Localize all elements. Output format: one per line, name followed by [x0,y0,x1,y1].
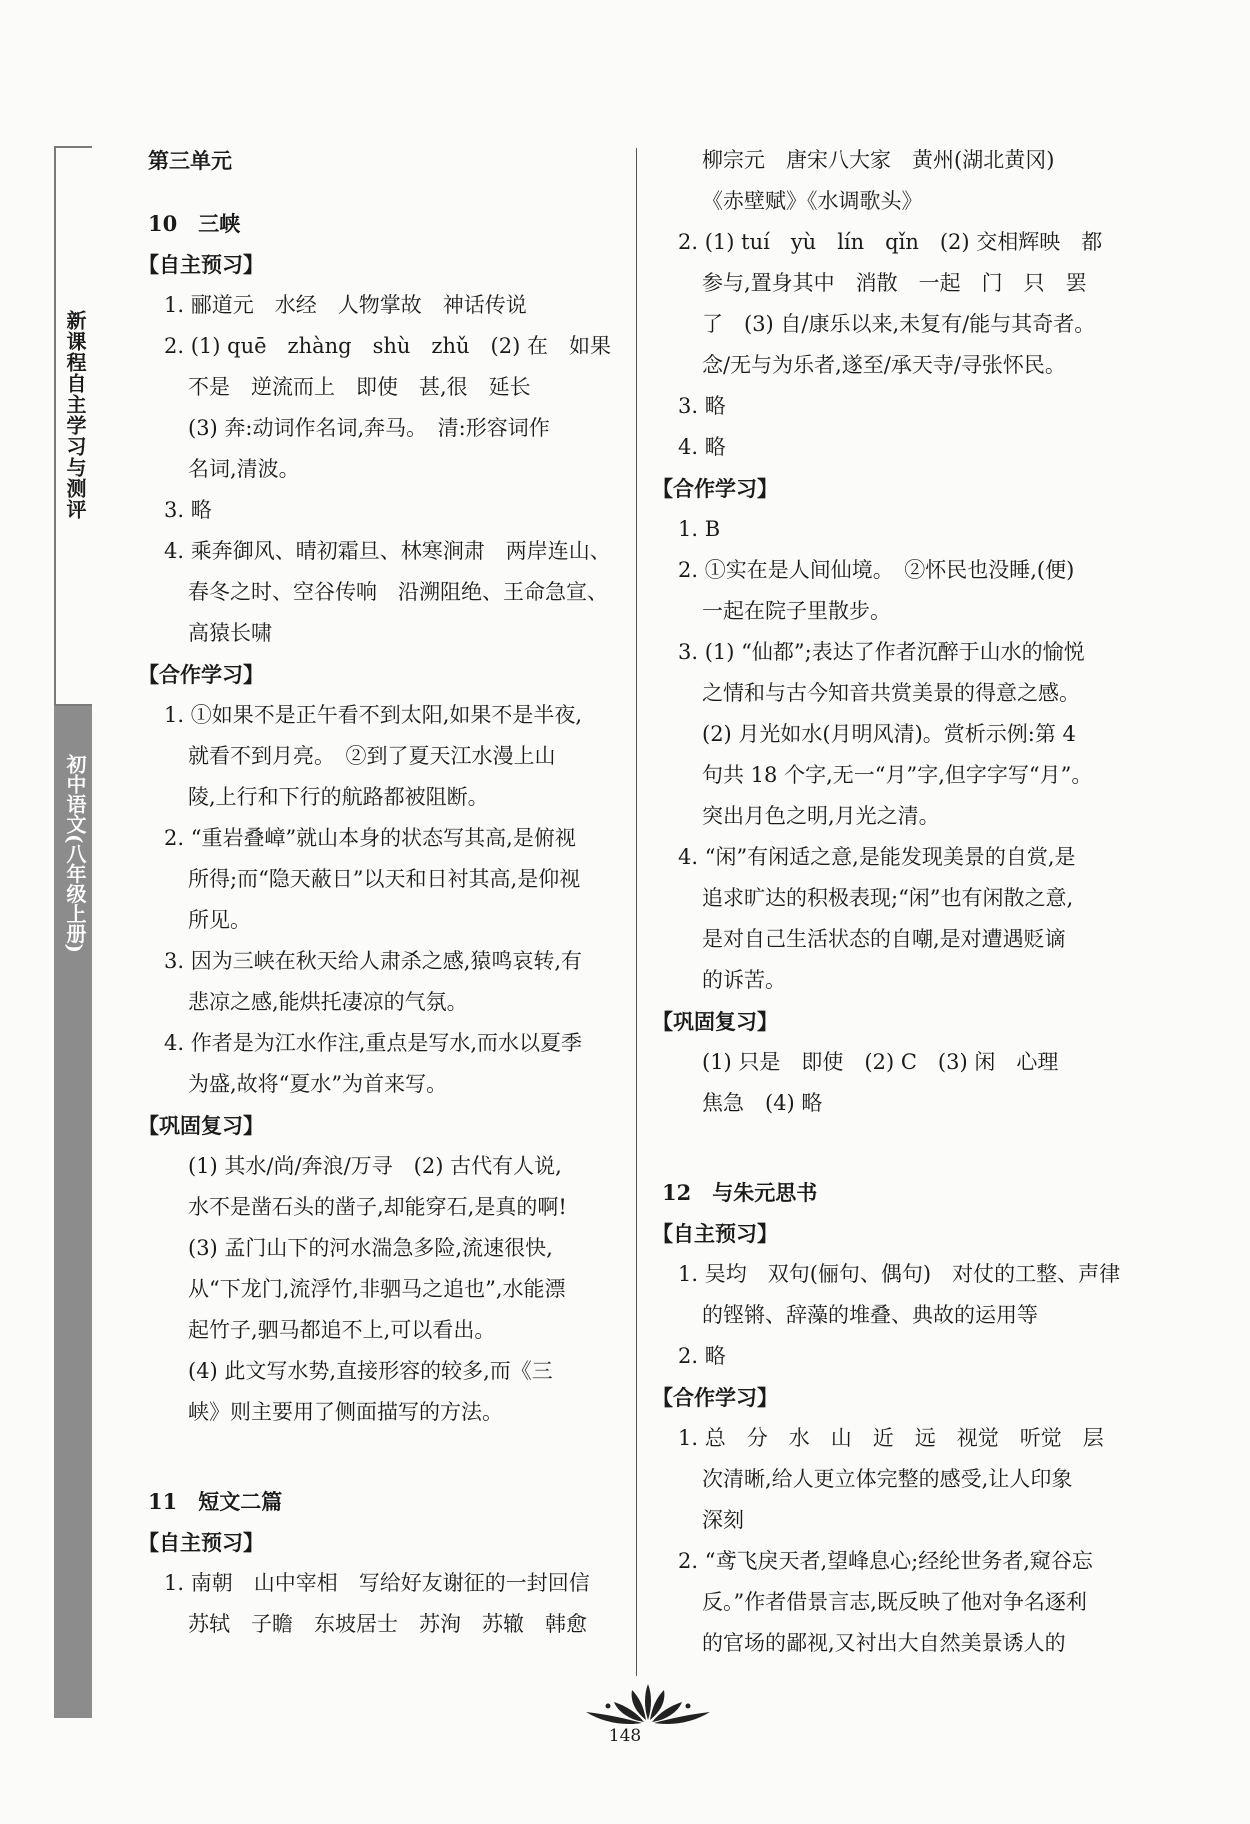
answer-line: 1. 总 分 水 山 近 远 视觉 听觉 层 [678,1426,1104,1450]
answer-line: 1. B [678,517,721,541]
answer-line: (1) 其水/尚/奔浪/万寻 (2) 古代有人说, [188,1154,562,1178]
answer-line: 突出月色之明,月光之清。 [702,804,940,828]
answer-line: 一起在院子里散步。 [702,599,891,623]
right-column [652,140,1134,1664]
lesson-12-title: 12 与朱元思书 [662,1180,818,1205]
section-heading: 【自主预习】 [138,252,264,277]
answer-line: 柳宗元 唐宋八大家 黄州(湖北黄冈) [702,148,1055,172]
answer-line: 2. “鸢飞戾天者,望峰息心;经纶世务者,窥谷忘 [678,1549,1093,1573]
answer-line: 1. 南朝 山中宰相 写给好友谢征的一封回信 [164,1571,590,1595]
answer-line: 的官场的鄙视,又衬出大自然美景诱人的 [702,1631,1066,1655]
answer-line: 反。”作者借景言志,既反映了他对争名逐利 [702,1590,1087,1614]
answer-line: 4. 略 [678,435,726,459]
answer-line: 深刻 [702,1508,744,1532]
answer-line: 4. 作者是为江水作注,重点是写水,而水以夏季 [164,1031,583,1055]
answer-line: 苏轼 子瞻 东坡居士 苏洵 苏辙 韩愈 [188,1612,587,1636]
answer-line: (3) 奔:动词作名词,奔马。 清:形容词作 [188,416,550,440]
answer-line: 不是 逆流而上 即使 甚,很 延长 [188,375,531,399]
answer-line: 1. 吴均 双句(俪句、偶句) 对仗的工整、声律 [678,1262,1121,1286]
answer-line: 是对自己生活状态的自嘲,是对遭遇贬谪 [702,927,1066,951]
answer-line: 念/无与为乐者,遂至/承天寺/寻张怀民。 [702,353,1066,377]
lesson-11-title: 11 短文二篇 [148,1489,283,1514]
answer-line: 2. 略 [678,1344,726,1368]
answer-line: 高猿长啸 [188,621,272,645]
answer-line: 4. “闲”有闲适之意,是能发现美景的自赏,是 [678,845,1076,869]
unit-title: 第三单元 [148,148,232,173]
answer-line: (4) 此文写水势,直接形容的较多,而《三 [188,1359,553,1383]
answer-line: 次清晰,给人更立体完整的感受,让人印象 [702,1467,1073,1491]
side-tab-subtitle: 初中语文(八年级上册) [63,754,87,953]
answer-line: 2. (1) tuí yù lín qǐn (2) 交相辉映 都 [678,230,1103,254]
answer-line: 之情和与古今知音共赏美景的得意之感。 [702,681,1080,705]
answer-line: 《赤壁赋》《水调歌头》 [702,189,923,213]
answer-line: 3. 略 [678,394,726,418]
section-heading: 【合作学习】 [138,662,264,687]
answer-line: 焦急 (4) 略 [702,1091,823,1115]
section-heading: 【巩固复习】 [652,1009,778,1034]
answer-line: 1. 郦道元 水经 人物掌故 神话传说 [164,293,527,317]
answer-line: 3. 略 [164,498,212,522]
answer-line: 春冬之时、空谷传响 沿溯阻绝、王命急宣、 [188,580,608,604]
answer-line: 就看不到月亮。 ②到了夏天江水漫上山 [188,744,556,768]
answer-line: 3. (1) “仙都”;表达了作者沉醉于山水的愉悦 [678,640,1085,664]
answer-line: 了 (3) 自/康乐以来,未复有/能与其奇者。 [702,312,1096,336]
answer-line: 2. “重岩叠嶂”就山本身的状态写其高,是俯视 [164,826,576,850]
section-heading: 【合作学习】 [652,476,778,501]
answer-line: 2. ①实在是人间仙境。 ②怀民也没睡,(便) [678,558,1075,582]
section-heading: 【自主预习】 [652,1221,778,1246]
answer-line: 的铿锵、辞藻的堆叠、典故的运用等 [702,1303,1038,1327]
answer-line: 句共 18 个字,无一“月”字,但字字写“月”。 [702,763,1093,787]
answer-line: 2. (1) quē zhàng shù zhǔ (2) 在 如果 [164,334,611,358]
answer-line: (3) 孟门山下的河水湍急多险,流速很快, [188,1236,553,1260]
answer-line: 所得;而“隐天蔽日”以天和日衬其高,是仰视 [188,867,581,891]
left-column [138,140,618,1645]
answer-line: 为盛,故将“夏水”为首来写。 [188,1072,448,1096]
answer-line: 追求旷达的积极表现;“闲”也有闲散之意, [702,886,1074,910]
answer-line: 峡》则主要用了侧面描写的方法。 [188,1400,503,1424]
answer-line: 所见。 [188,908,251,932]
answer-line: 的诉苦。 [702,968,786,992]
answer-line: (2) 月光如水(月明风清)。赏析示例:第 4 [702,722,1076,746]
answer-line: 3. 因为三峡在秋天给人肃杀之感,猿鸣哀转,有 [164,949,583,973]
answer-line: 水不是凿石头的凿子,却能穿石,是真的啊! [188,1195,567,1219]
answer-line: 参与,置身其中 消散 一起 门 只 罢 [702,271,1087,295]
section-heading: 【巩固复习】 [138,1113,264,1138]
column-divider [636,148,637,1676]
answer-line: 名词,清波。 [188,457,300,481]
side-tab-top [54,146,92,706]
lesson-10-title: 10 三峡 [148,211,241,236]
answer-line: 悲凉之感,能烘托凄凉的气氛。 [188,990,468,1014]
answer-line: 从“下龙门,流浮竹,非驷马之追也”,水能漂 [188,1277,566,1301]
page-number: 148 [608,1726,642,1746]
side-tab-bottom [54,706,92,1718]
side-tab-title: 新课程自主学习与测评 [63,310,87,520]
answer-line: 4. 乘奔御风、晴初霜旦、林寒涧肃 两岸连山、 [164,539,611,563]
section-heading: 【自主预习】 [138,1530,264,1555]
answer-line: 1. ①如果不是正午看不到太阳,如果不是半夜, [164,703,583,727]
folio-ornament-icon [578,1680,718,1726]
answer-line: (1) 只是 即使 (2) C (3) 闲 心理 [702,1050,1059,1074]
section-heading: 【合作学习】 [652,1385,778,1410]
answer-line: 陵,上行和下行的航路都被阻断。 [188,785,489,809]
answer-line: 起竹子,驷马都追不上,可以看出。 [188,1318,496,1342]
